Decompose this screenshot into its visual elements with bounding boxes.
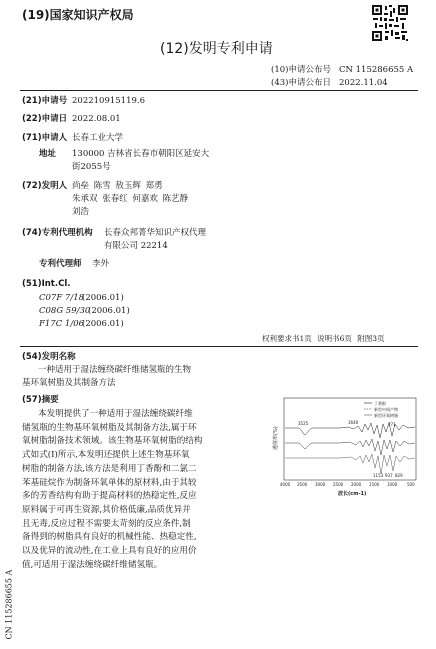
intcl-label: (51)Int.Cl. — [22, 279, 71, 289]
inventors-line-3: 刘浩 — [72, 207, 90, 217]
abstract-line: 备得到的树脂具有良好的机械性能、热稳定性, — [22, 532, 197, 543]
qr-code — [371, 4, 409, 42]
agency-label: (74)专利代理机构 — [22, 228, 93, 238]
agent-label: 专利代理师 — [39, 259, 82, 269]
abstract-line: 本发明提供了一种适用于湿法缠绕碳纤维 — [38, 409, 193, 419]
x-tick-label: 3500 — [297, 482, 308, 487]
abstract-line: 多的芳香结构有助于提高材料的热稳定性,反应 — [22, 491, 197, 502]
legend-label-1: 丁香酚 — [374, 401, 386, 406]
application-date: 2022.08.01 — [72, 114, 121, 124]
abstract-line: 原料属于可再生资源,其价格低廉,品质优异并 — [22, 504, 191, 515]
header-divider — [20, 90, 418, 91]
peak-label: 1153 — [373, 473, 384, 478]
abstract-line: 树脂的制备方法,该方法是利用丁香酚和二氯二 — [22, 463, 197, 474]
peak-label: 771 — [388, 422, 396, 427]
abstract-line: 氧树脂制备技术领域。该生物基环氧树脂的结构 — [22, 436, 203, 447]
application-number-label: (21)申请号 — [22, 96, 68, 106]
publication-number-label: (10)申请公布号 — [271, 65, 331, 75]
spectrum-trace-3 — [285, 454, 415, 474]
inventors-label: (72)发明人 — [22, 181, 68, 191]
ipc-code-3: F17C 1/06 — [39, 319, 85, 329]
invention-title-line-2: 基环氧树脂及其制备方法 — [22, 378, 116, 388]
ftir-spectrum-figure — [268, 394, 420, 500]
x-tick-label: 500 — [407, 482, 415, 487]
address-label: 地址 — [39, 149, 57, 159]
title-label: (54)发明名称 — [22, 352, 76, 362]
invention-title-line-1: 一种适用于湿法缠绕碳纤维储氢瓶的生物 — [38, 365, 192, 375]
publication-date: 2022.11.04 — [339, 78, 388, 88]
x-tick-label: 4000 — [280, 482, 291, 487]
publication-number: CN 115286655 A — [339, 65, 414, 75]
ipc-version-3: (2006.01) — [82, 319, 124, 329]
abstract-line: 值,可适用于湿法缠绕碳纤维储氢瓶。 — [22, 559, 163, 570]
x-tick-labels — [280, 482, 415, 487]
abstract-line: 以及优异的流动性,在工业上具有良好的应用价 — [22, 546, 197, 557]
abstract-line: 苯基硅烷作为制备环氧单体的原材料,由于其较 — [22, 477, 197, 488]
page-counts: 权利要求书1页 说明书6页 附图3页 — [262, 334, 385, 343]
legend-label-2: 新型中间产物 — [374, 407, 398, 412]
ipc-code-1: C07F 7/18 — [39, 293, 85, 303]
peak-label: 3525 — [298, 421, 309, 426]
peak-label: 937 — [385, 473, 393, 478]
x-tick-label: 2500 — [333, 482, 344, 487]
abstract-label: (57)摘要 — [22, 395, 59, 405]
x-tick-label: 1000 — [387, 482, 398, 487]
applicant-label: (71)申请人 — [22, 133, 68, 143]
abstract-line: 储氢瓶的生物基环氧树脂及其制备方法,属于环 — [22, 422, 197, 433]
application-date-label: (22)申请日 — [22, 114, 68, 124]
inventors-line-2: 朱承双 张春红 何嘉欢 陈艺静 — [72, 194, 189, 204]
ipc-code-2: C08G 59/30 — [39, 306, 91, 316]
margin-publication-number: CN 115286655 A — [4, 569, 14, 640]
x-tick-label: 3000 — [315, 482, 326, 487]
spectrum-trace-2 — [285, 439, 415, 455]
ipc-version-2: (2006.01) — [88, 306, 130, 316]
abstract-line: 且无毒,反应过程不需要太苛刻的反应条件,制 — [22, 518, 191, 529]
peak-label: 1640 — [348, 420, 359, 425]
address-line-2: 街2055号 — [72, 162, 111, 172]
inventors-line-1: 尚垒 陈雪 敖玉辉 郑勇 — [72, 181, 163, 191]
office-name: (19)国家知识产权局 — [22, 8, 134, 22]
y-axis-label: 透射率(%) — [273, 426, 279, 450]
publication-date-label: (43)申请公布日 — [271, 78, 331, 88]
address-line-1: 130000 吉林省长春市朝阳区延安大 — [72, 149, 210, 159]
legend-label-3: 新型环氧树脂 — [374, 413, 398, 418]
x-tick-label: 1500 — [369, 482, 380, 487]
agency-line-2: 有限公司 22214 — [104, 241, 168, 251]
agent: 李外 — [92, 259, 110, 269]
peak-label: 829 — [395, 473, 403, 478]
abstract-line: 式如式(I)所示,本发明还提供上述生物基环氧 — [22, 450, 190, 461]
abstract-divider — [20, 346, 418, 347]
abstract-text — [22, 408, 260, 572]
agency-line-1: 长春众邦菁华知识产权代理 — [104, 228, 207, 238]
ipc-version-1: (2006.01) — [82, 293, 124, 303]
document-type: (12)发明专利申请 — [160, 41, 273, 57]
applicant: 长春工业大学 — [72, 133, 124, 143]
application-number: 202210915119.6 — [72, 96, 146, 106]
x-axis-label: 波长(cm-1) — [338, 491, 367, 497]
x-tick-label: 2000 — [351, 482, 362, 487]
